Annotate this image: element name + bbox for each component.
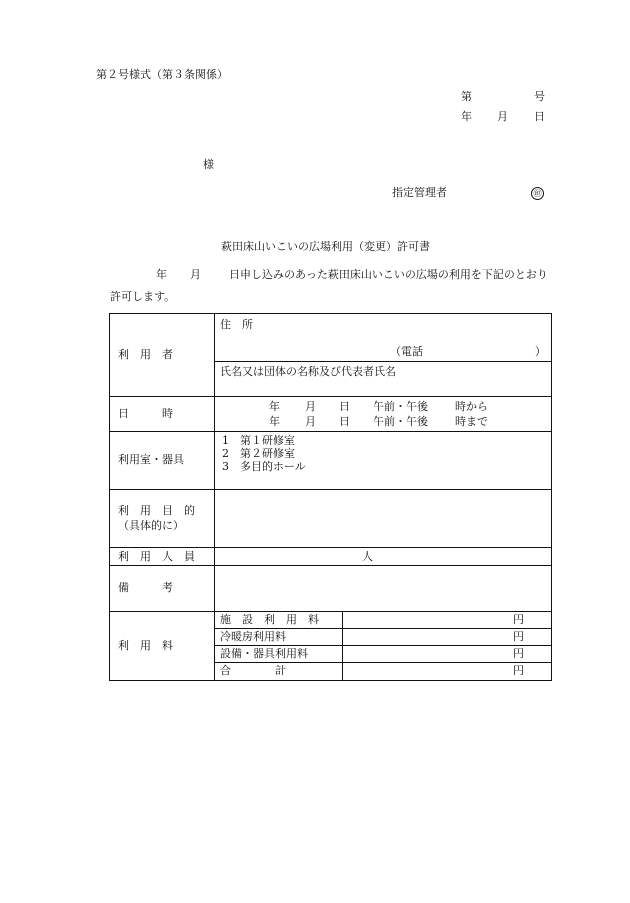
fees-label: 利 用 料: [118, 639, 173, 652]
fee-line-1: [214, 628, 551, 629]
body-year-label: 年: [156, 268, 167, 281]
dt2-time: 時まで: [455, 415, 488, 428]
number-suffix: 号: [534, 90, 545, 103]
dt2-month: 月: [305, 415, 316, 428]
room-item-1: 1 第１研修室: [222, 434, 295, 447]
headcount-unit: 人: [362, 550, 373, 563]
fee-unit-facility: 円: [513, 613, 524, 626]
user-inner-line: [214, 361, 551, 362]
room-item-2: 2 第２研修室: [222, 447, 295, 460]
date-month-label: 月: [497, 110, 508, 123]
fee-unit-aircon: 円: [513, 630, 524, 643]
table-col-divider: [214, 314, 215, 680]
dt1-ampm: 午前・午後: [373, 400, 428, 413]
remarks-label: 備 考: [118, 581, 173, 594]
dt1-day: 日: [339, 400, 350, 413]
fee-unit-equipment: 円: [513, 647, 524, 660]
dt2-day: 日: [339, 415, 350, 428]
datetime-label: 日 時: [118, 407, 173, 420]
form-id: 第２号様式（第３条関係）: [96, 68, 228, 81]
headcount-label: 利 用 人 員: [118, 550, 195, 563]
dt1-year: 年: [269, 400, 280, 413]
fee-name-equipment: 設備・器具利用料: [220, 647, 308, 660]
row-line-1: [110, 396, 551, 397]
body-text-line2: 許可します。: [110, 290, 176, 303]
purpose-label-1: 利 用 目 的: [118, 504, 195, 517]
user-label: 利 用 者: [118, 348, 173, 361]
date-day-label: 日: [534, 110, 545, 123]
fee-name-total: 合 計: [220, 664, 286, 677]
addressee-suffix: 様: [203, 158, 214, 171]
row-line-2: [110, 431, 551, 432]
row-line-6: [110, 611, 551, 612]
purpose-label-2: （具体的に）: [118, 519, 184, 532]
row-line-5: [110, 565, 551, 566]
dt1-time: 時から: [455, 400, 488, 413]
rooms-label: 利用室・器具: [118, 453, 184, 466]
row-line-3: [110, 489, 551, 490]
body-month-label: 月: [190, 268, 201, 281]
phone-open: （電話: [390, 345, 423, 358]
dt2-year: 年: [269, 415, 280, 428]
sender-label: 指定管理者: [392, 186, 447, 199]
dt1-month: 月: [305, 400, 316, 413]
fee-name-aircon: 冷暖房利用料: [220, 630, 286, 643]
room-item-3: 3 多目的ホール: [222, 460, 306, 473]
address-label: 住 所: [220, 318, 253, 331]
phone-close: ）: [535, 345, 546, 358]
fee-name-facility: 施 設 利 用 料: [220, 613, 319, 626]
permit-table: [109, 313, 552, 681]
fee-line-2: [214, 645, 551, 646]
seal-mark: ㊞: [531, 186, 544, 200]
body-text-line1: 日申し込みのあった萩田床山いこいの広場の利用を下記のとおり: [229, 268, 548, 281]
dt2-ampm: 午前・午後: [373, 415, 428, 428]
date-year-label: 年: [461, 110, 472, 123]
fee-unit-total: 円: [513, 664, 524, 677]
number-prefix: 第: [461, 90, 472, 103]
row-line-4: [110, 547, 551, 548]
fee-line-3: [214, 662, 551, 663]
name-label: 氏名又は団体の名称及び代表者氏名: [220, 365, 396, 378]
document-title: 萩田床山いこいの広場利用（変更）許可書: [221, 240, 430, 253]
